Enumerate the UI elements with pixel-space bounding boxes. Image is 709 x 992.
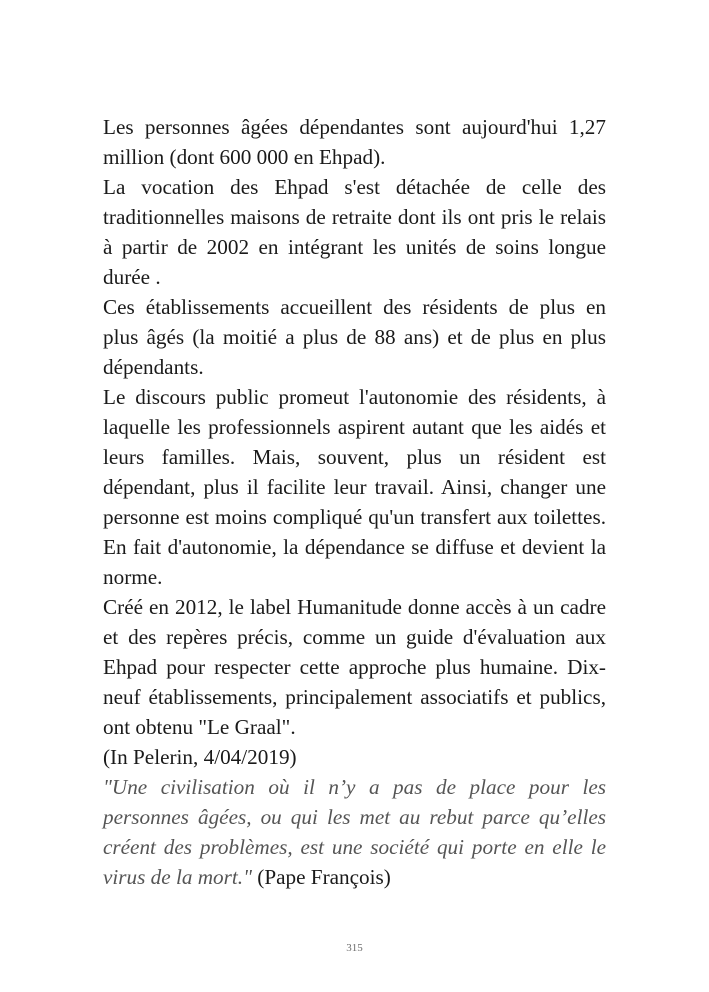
paragraph-autonomy-discourse: Le discours public promeut l'autonomie des résidents, à laquelle les professionnels aspirent autant que les aidés et leurs familles. Mais, souvent, plus un résident est dépendant, plus il facilite leur travail. Ainsi, changer une personne est moins compliqué qu'un transfert aux toilettes. En fait d'autonomie, la dépendance se diffuse et devient la norme. <box>103 385 606 589</box>
pope-quote <box>103 772 606 892</box>
source-citation: (In Pelerin, 4/04/2019) <box>103 745 297 769</box>
quote-author: (Pape François) <box>257 865 391 889</box>
paragraph-dependency-stats: Les personnes âgées dépendantes sont aujourd'hui 1,27 million (dont 600 000 en Ehpad). <box>103 115 606 169</box>
paragraph-ehpad-vocation: La vocation des Ehpad s'est détachée de celle des traditionnelles maisons de retraite dont ils ont pris le relais à partir de 2002 en intégrant les unités de soins longue durée . <box>103 175 606 289</box>
paragraph-humanitude-label: Créé en 2012, le label Humanitude donne accès à un cadre et des repères précis, comme un guide d'évaluation aux Ehpad pour respecter cette approche plus humaine. Dix-neuf établissements, principalement associatifs et publics, ont obtenu "Le Graal". <box>103 595 606 739</box>
paragraph-residents-age: Ces établissements accueillent des résidents de plus en plus âgés (la moitié a plus de 88 ans) et de plus en plus dépendants. <box>103 295 606 379</box>
quote-text: "Une civilisation où il n’y a pas de place pour les personnes âgées, ou qui les met au rebut parce qu’elles créent des problèmes, est une société qui porte en elle le virus de la mort." <box>103 775 606 889</box>
page-body <box>103 112 606 892</box>
page-number: 315 <box>346 942 363 954</box>
